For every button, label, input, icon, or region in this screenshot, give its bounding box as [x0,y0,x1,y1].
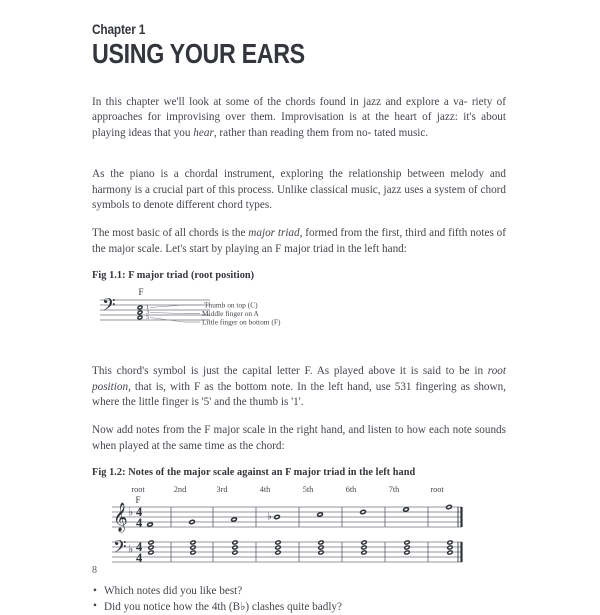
paragraph-intro-line3-pre: jazz: it's about playing ideas that you [92,111,506,139]
chord-symbol-f: F [138,287,144,298]
degree-label-root-1: root [131,485,145,495]
chapter-label: Chapter 1 [92,22,146,37]
accidental-flat-icon: ♭ [267,510,272,523]
paragraph-piano-chordal: As the piano is a chordal instrument, exploring the relationship between melody and harmony is a crucial part of this process. Unlike classical music, jazz uses a system of chord symbols to denote different chord types. [92,168,506,212]
page-content-column [92,0,506,615]
emphasis-hear: hear [193,126,214,139]
figure-1-1-notation [92,288,392,338]
emphasis-major-triad: major triad [248,227,300,240]
chord-symbol-f-fig2: F [135,495,141,506]
degree-label-4th: 4th [259,485,271,495]
figure-1-1-caption: Fig 1.1: F major triad (root position) [92,270,255,282]
svg-text:1: 1 [146,304,150,312]
time-signature-treble-top: 4 [136,505,143,520]
paragraph-intro [92,95,506,141]
bullet-icon: • [93,600,97,613]
paragraph-root-position [92,364,506,410]
bass-clef-icon-fig2: 𝄢 [113,537,127,562]
paragraph-intro-line4: tated music. [374,126,429,139]
svg-text:3: 3 [146,309,150,317]
treble-clef-icon: 𝄞 [113,502,128,532]
paragraph-major-triad [92,226,506,257]
figure-1-2-notation [110,484,510,576]
fingering-numbers [146,304,149,321]
time-signature-treble-bottom: 4 [136,516,143,531]
degree-label-6th: 6th [345,485,357,495]
list-item [92,600,506,615]
degree-label-2nd: 2nd [173,485,187,495]
paragraph-major-triad-pre: The most basic of all chords is the [92,227,249,240]
degree-label-root-2: root [430,485,444,495]
paragraph-intro-line2: riety of approaches for improvising over them. Improvisation is at the heart of [92,96,507,124]
bullet-icon: • [93,584,97,597]
staff-lines [100,300,210,320]
paragraph-intro-line3-post: , rather than reading them from no- [213,126,372,139]
paragraph-root-position-pre: This chord's symbol is just the capital letter F. As played above it is said to be in [92,365,488,378]
page-number: 8 [92,565,97,576]
final-double-barline [458,507,462,562]
annotation-middle-finger: Middle finger on A [202,309,259,319]
annotation-leader-lines [150,305,202,322]
treble-staff-lines [112,507,462,527]
bass-clef-icon: 𝄢 [102,295,116,320]
degree-label-7th: 7th [388,485,400,495]
paragraph-root-position-post: , that is, with F as the bottom note. In the left hand, use 531 fingering as shown, where the little finger is '5' and the thumb is '1'. [92,380,506,409]
annotation-little-finger: Little finger on bottom (F) [202,317,281,327]
degree-label-5th: 5th [302,485,314,495]
emphasis-root-position: root position [92,365,506,393]
figure-1-2-caption: Fig 1.2: Notes of the major scale against an F major triad in the left hand [92,467,416,479]
svg-text:5: 5 [146,314,150,322]
paragraph-add-scale-notes: Now add notes from the F major scale in the right hand, and listen to how each note sounds when played at the same time as the chord: [92,424,506,452]
question-text: Did you notice how the 4th (B♭) clashes quite badly? [104,600,342,613]
key-signature-flat-treble: ♭ [128,505,134,519]
paragraph-major-triad-post: , formed from the first, third and fifth notes of the major scale. Let's start by playing an F major triad in the left hand: [92,227,506,255]
list-item [92,584,506,600]
paragraph-intro-line1: In this chapter we'll look at some of the chords found in jazz and explore a va- [92,96,468,108]
scale-degree-labels [131,485,444,494]
time-signature-bass-bottom: 4 [136,551,143,566]
degree-label-3rd: 3rd [216,485,228,495]
page-title: USING YOUR EARS [92,38,305,69]
barlines [171,507,428,562]
key-signature-flat-bass: ♭ [128,542,134,556]
time-signature-bass-top: 4 [136,540,143,555]
question-text: Which notes did you like best? [104,585,243,598]
annotation-thumb: Thumb on top (C) [204,300,258,310]
